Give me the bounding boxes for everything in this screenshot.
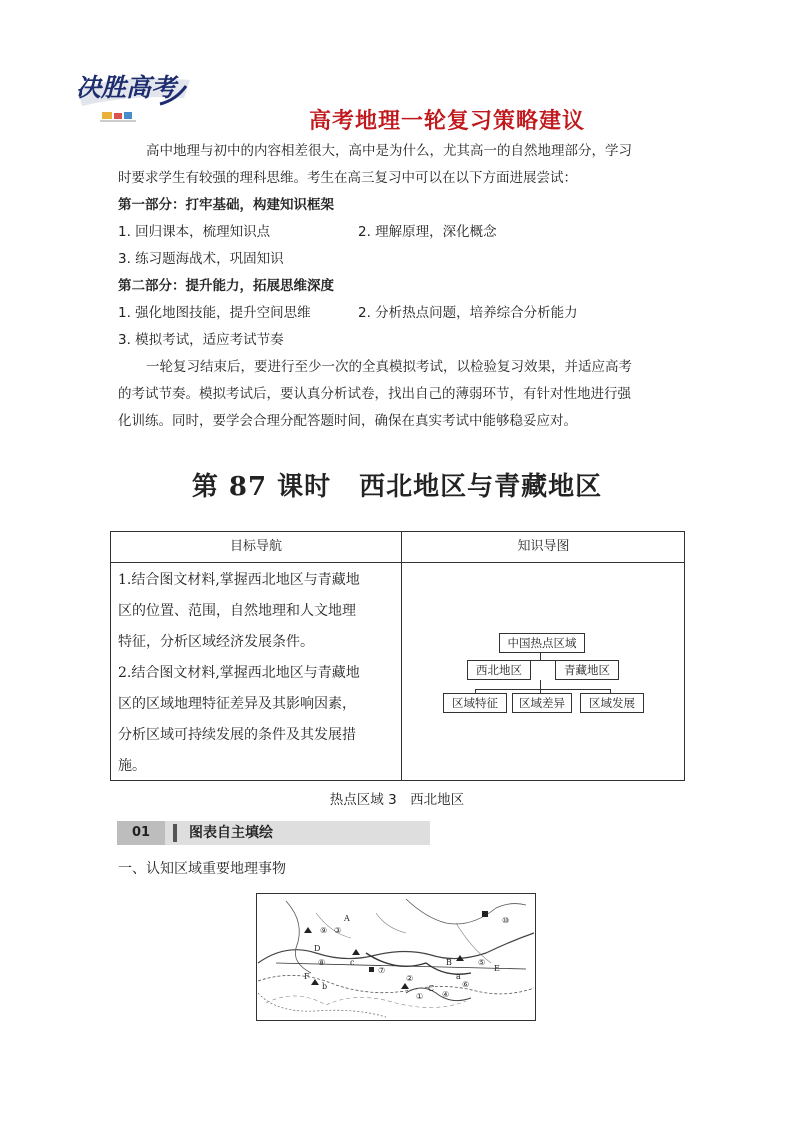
goal-line: 2.结合图文材料,掌握西北地区与青藏地 xyxy=(118,665,360,681)
part1-item-3: 3. 练习题海战术，巩固知识 xyxy=(118,251,284,267)
northwest-region-map xyxy=(256,893,536,1021)
map-label-A: A xyxy=(344,914,350,923)
map-label-E: E xyxy=(494,964,500,973)
map-label-7: ⑦ xyxy=(378,966,386,975)
goal-line: 分析区域可持续发展的条件及其发展措 xyxy=(118,727,356,743)
intro-line-2: 时要求学生有较强的理科思维。考生在高三复习中可以在以下方面进展尝试： xyxy=(118,170,577,186)
closing-line-1: 一轮复习结束后，要进行至少一次的全真模拟考试，以检验复习效果，并适应高考 xyxy=(146,359,632,375)
section-label: 图表自主填绘 xyxy=(189,825,273,841)
map-label-B: B xyxy=(446,958,452,967)
part2-item-1: 1. 强化地图技能，提升空间思维 xyxy=(118,305,311,321)
map-label-6: ⑥ xyxy=(462,980,470,989)
goal-line: 区的区域地理特征差异及其影响因素， xyxy=(118,696,356,712)
part1-item-1: 1. 回归课本，梳理知识点 xyxy=(118,224,271,240)
document-title: 高考地理一轮复习策略建议 xyxy=(308,109,585,134)
kmap-branch-northwest: 西北地区 xyxy=(467,660,531,680)
section-header xyxy=(117,821,430,845)
kmap-leaf-differences: 区域差异 xyxy=(512,693,572,713)
map-label-a: a xyxy=(456,972,461,981)
map-label-D: D xyxy=(314,944,321,953)
lesson-number: 第 87 课时 xyxy=(191,472,332,502)
goal-line: 特征，分析区域经济发展条件。 xyxy=(118,634,314,650)
table-header-map: 知识导图 xyxy=(517,539,570,554)
kmap-root: 中国热点区域 xyxy=(499,633,585,653)
part2-item-2: 2. 分析热点问题，培养综合分析能力 xyxy=(358,305,578,321)
objectives-table xyxy=(110,531,685,781)
kmap-leaf-development: 区域发展 xyxy=(580,693,644,713)
kmap-branch-qingzang: 青藏地区 xyxy=(555,660,619,680)
table-header-goals: 目标导航 xyxy=(229,539,282,554)
goal-line: 施。 xyxy=(118,758,146,774)
part1-item-2: 2. 理解原理，深化概念 xyxy=(358,224,497,240)
goal-line: 1.结合图文材料,掌握西北地区与青藏地 xyxy=(118,572,360,588)
map-caption: 热点区域 3 西北地区 xyxy=(329,792,465,808)
section-number: 01 xyxy=(117,821,165,845)
map-label-2: ② xyxy=(406,974,414,983)
goal-line: 区的位置、范围，自然地理和人文地理 xyxy=(118,603,356,619)
part2-item-3: 3. 模拟考试，适应考试节奏 xyxy=(118,332,284,348)
map-label-3: ③ xyxy=(334,926,342,935)
map-label-b: b xyxy=(322,982,328,991)
part2-heading: 第二部分：提升能力，拓展思维深度 xyxy=(118,278,334,294)
map-label-9: ⑨ xyxy=(320,926,328,935)
map-label-5: ⑤ xyxy=(478,958,486,967)
map-label-4: ④ xyxy=(442,990,450,999)
part1-heading: 第一部分：打牢基础，构建知识框架 xyxy=(118,197,334,213)
part1-row-1 xyxy=(118,219,684,246)
goals-text xyxy=(118,565,398,782)
intro-line-1: 高中地理与初中的内容相差很大，高中是为什么，尤其高一的自然地理部分，学习 xyxy=(146,143,632,159)
map-label-F: F xyxy=(304,972,310,981)
map-label-8: ⑧ xyxy=(318,958,326,967)
kmap-leaf-features: 区域特征 xyxy=(443,693,507,713)
map-label-c: c xyxy=(350,958,355,967)
map-label-10: ⑩ xyxy=(502,916,510,925)
closing-line-2: 的考试节奏。模拟考试后，要认真分析试卷，找出自己的薄弱环节，有针对性地进行强 xyxy=(118,386,631,402)
subheading: 一、认知区域重要地理事物 xyxy=(118,861,286,877)
logo-text: 决胜高考 xyxy=(76,73,177,102)
map-label-C: C xyxy=(428,984,435,993)
closing-line-3: 化训练。同时，要学会合理分配答题时间，确保在真实考试中能够稳妥应对。 xyxy=(118,413,577,429)
lesson-title xyxy=(0,466,794,503)
lesson-name: 西北地区与青藏地区 xyxy=(359,472,603,502)
map-label-1: ① xyxy=(416,992,424,1001)
part2-row-1 xyxy=(118,300,684,327)
